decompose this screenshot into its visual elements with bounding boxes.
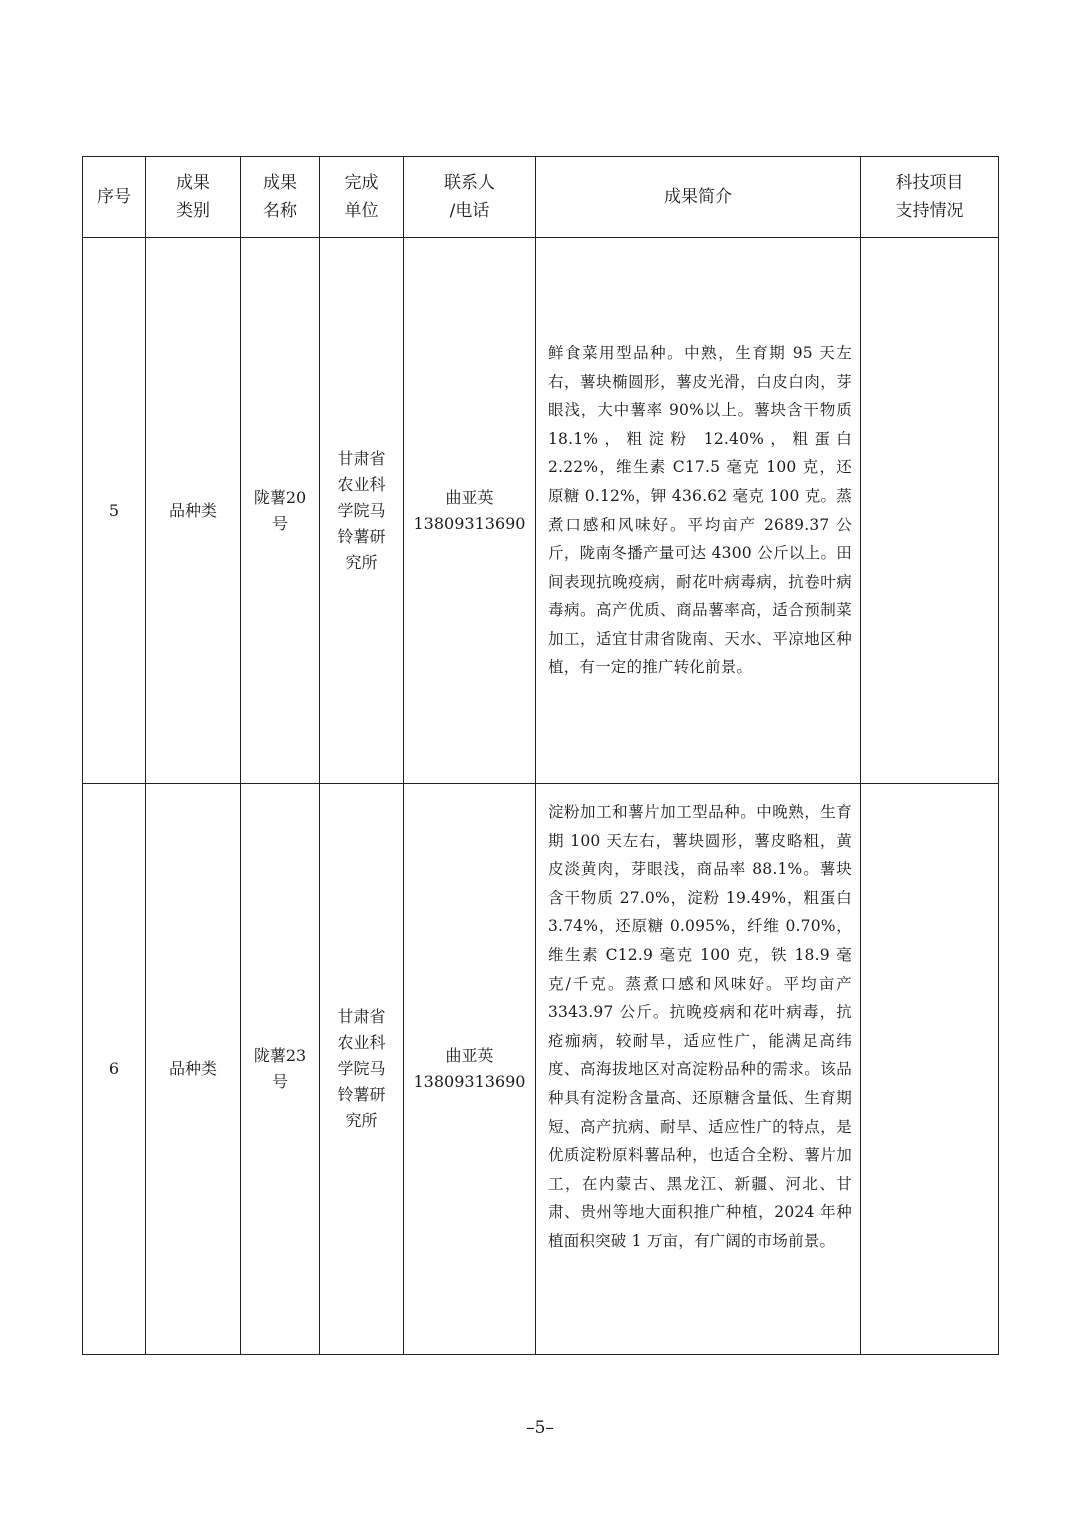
cell-contact	[404, 238, 536, 784]
cell-category: 品种类	[146, 238, 241, 784]
cell-contact	[404, 784, 536, 1355]
cell-support	[861, 238, 999, 784]
cell-name: 陇薯20 号	[241, 238, 320, 784]
cell-index: 6	[83, 784, 146, 1355]
header-description: 成果简介	[536, 157, 861, 238]
contact-name: 曲亚英	[445, 487, 494, 507]
cell-unit: 甘肃省 农业科 学院马 铃薯研 究所	[320, 238, 404, 784]
table-header-row	[83, 157, 999, 238]
cell-index: 5	[83, 238, 146, 784]
results-table	[82, 156, 999, 1355]
cell-unit: 甘肃省 农业科 学院马 铃薯研 究所	[320, 784, 404, 1355]
header-unit: 完成 单位	[320, 157, 404, 238]
table-row	[83, 238, 999, 784]
header-support: 科技项目 支持情况	[861, 157, 999, 238]
header-contact: 联系人 /电话	[404, 157, 536, 238]
header-index: 序号	[83, 157, 146, 238]
table-row	[83, 784, 999, 1355]
cell-description: 淀粉加工和薯片加工型品种。中晚熟，生育期 100 天左右，薯块圆形，薯皮略粗，黄皮淡黄肉，芽眼浅，商品率 88.1%。薯块含干物质 27.0%，淀粉 19.49%，粗蛋白 3.74%，还原糖 0.095%，纤维 0.70%，维生素 C12.9 毫克 100 克，铁 18.9 毫克/千克。蒸煮口感和风味好。平均亩产 3343.97 公斤。抗晚疫病和花叶病毒，抗疮痂病，较耐旱，适应性广，能满足高纬度、高海拔地区对高淀粉品种的需求。该品种具有淀粉含量高、还原糖含量低、生育期短、高产抗病、耐旱、适应性广的特点，是优质淀粉原料薯品种，也适合全粉、薯片加工，在内蒙古、黑龙江、新疆、河北、甘肃、贵州等地大面积推广种植，2024 年种植面积突破 1 万亩，有广阔的市场前景。	[536, 784, 861, 1355]
contact-phone: 13809313690	[413, 1072, 526, 1091]
page-number: –5–	[526, 1418, 554, 1438]
cell-description: 鲜食菜用型品种。中熟，生育期 95 天左右，薯块椭圆形，薯皮光滑，白皮白肉，芽眼浅，大中薯率 90%以上。薯块含干物质 18.1%，粗淀粉 12.40%，粗蛋白 2.22%，维生素 C17.5 毫克 100 克，还原糖 0.12%，钾 436.62 毫克 100 克。蒸煮口感和风味好。平均亩产 2689.37 公斤，陇南冬播产量可达 4300 公斤以上。田间表现抗晚疫病，耐花叶病毒病，抗卷叶病毒病。高产优质、商品薯率高，适合预制菜加工，适宜甘肃省陇南、天水、平凉地区种植，有一定的推广转化前景。	[536, 238, 861, 784]
contact-phone: 13809313690	[413, 513, 526, 533]
contact-name: 曲亚英	[445, 1046, 494, 1065]
header-name: 成果 名称	[241, 157, 320, 238]
cell-name: 陇薯23 号	[241, 784, 320, 1355]
cell-category: 品种类	[146, 784, 241, 1355]
cell-support	[861, 784, 999, 1355]
header-category: 成果 类别	[146, 157, 241, 238]
